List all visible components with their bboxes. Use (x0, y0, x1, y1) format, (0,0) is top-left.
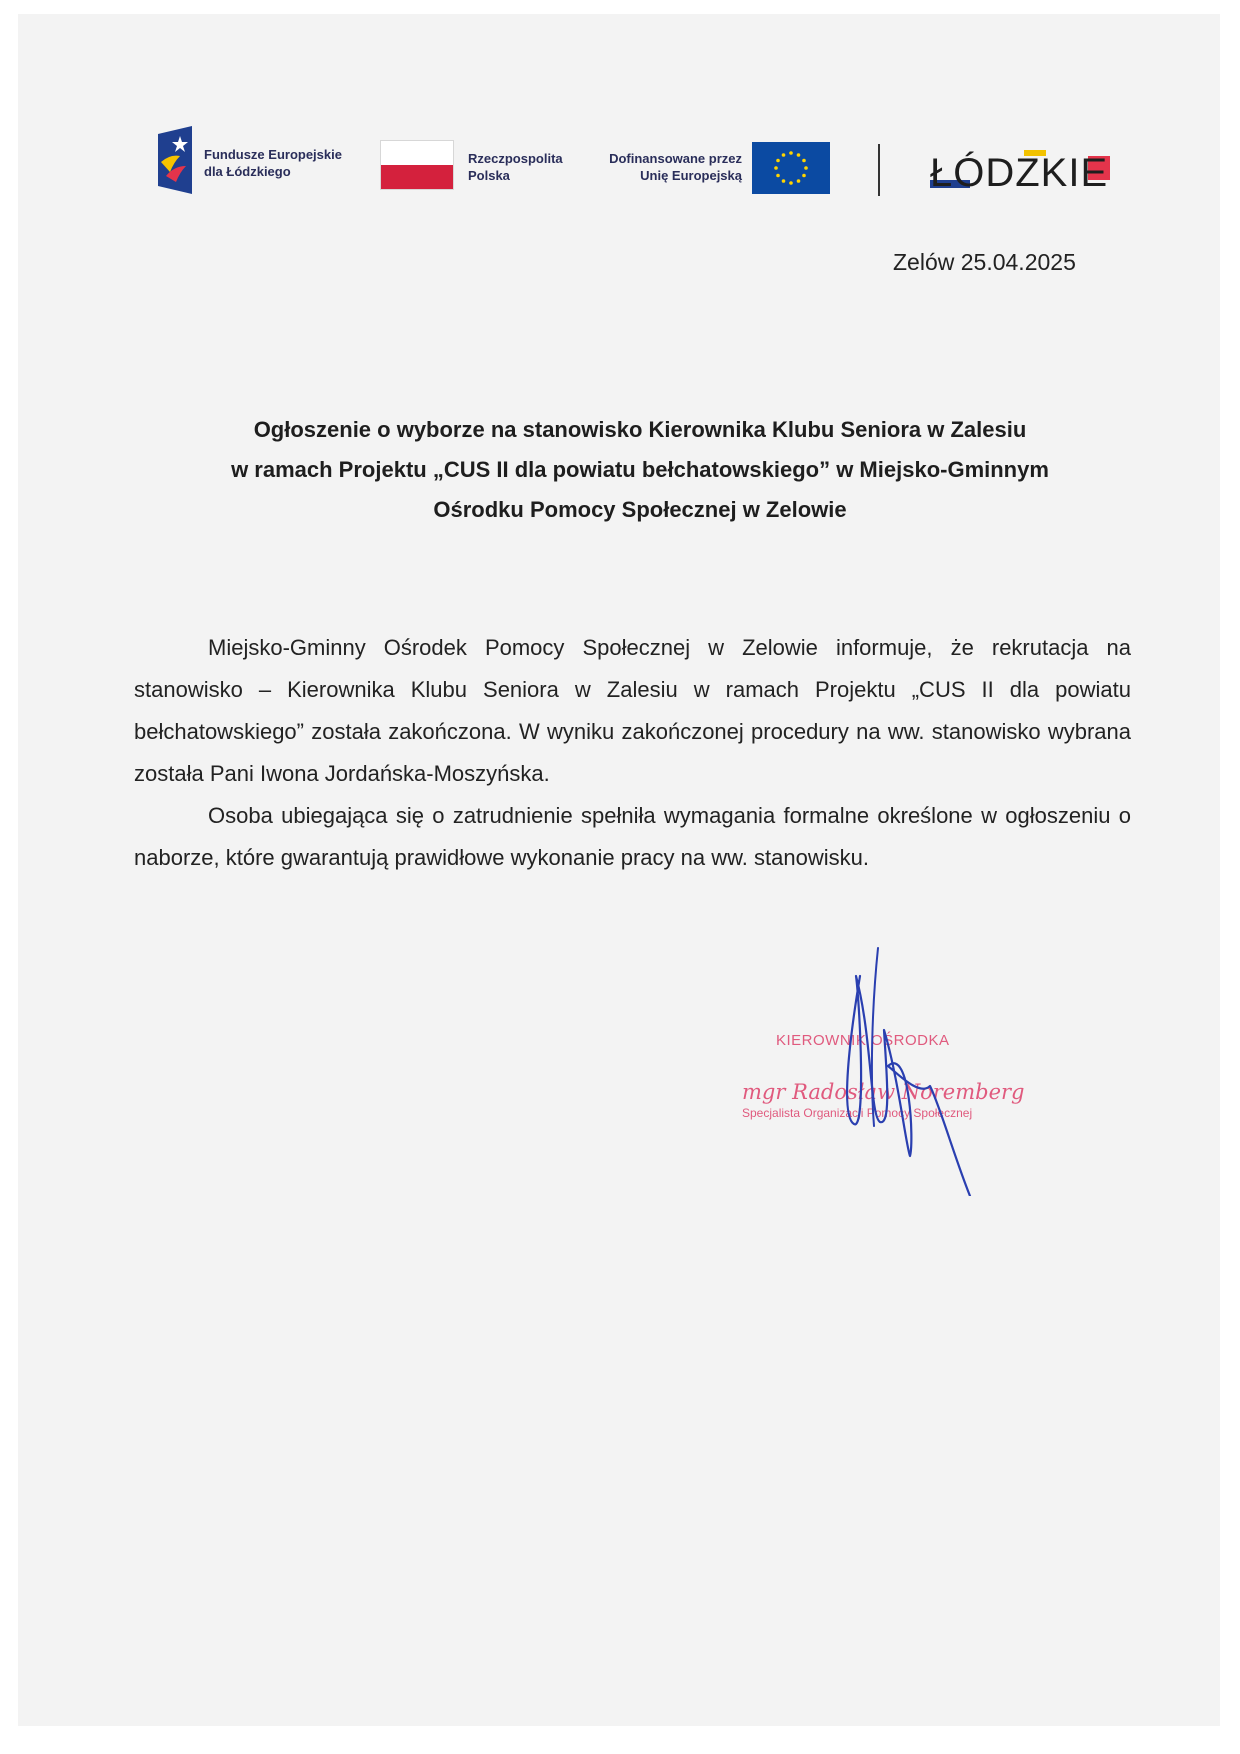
rzeczpospolita-polska-text: Rzeczpospolita Polska (468, 151, 563, 183)
eu-star-icon (797, 179, 801, 183)
eu-star-icon (802, 174, 806, 178)
fundusze-europejskie-text: Fundusze Europejskie dla Łódzkiego (204, 147, 342, 179)
document-body (134, 627, 1131, 879)
eu-star-icon (802, 159, 806, 163)
eu-star-icon (797, 153, 801, 157)
eu-star-icon (782, 179, 786, 183)
body-paragraph: Miejsko-Gminny Ośrodek Pomocy Społecznej w Zelowie informuje, że rekrutacja na stanowisko – Kierownika Klubu Seniora w Zalesiu w ramach Projektu „CUS II dla powiatu bełchatowskiego” została zakończona. W wyniku zakończonej procedury na ww. stanowisko wybrana została Pani Iwona Jordańska-Moszyńska. (134, 635, 1131, 786)
eu-star-icon (789, 181, 793, 185)
eu-star-icon (789, 151, 793, 155)
lodzkie-logo-text: ŁÓDZKIE (930, 151, 1109, 195)
eu-cofinancing-text: Dofinansowane przez Unię Europejską (609, 151, 742, 183)
stamp-title: KIEROWNIK OŚRODKA (776, 1032, 950, 1049)
title-line: Ogłoszenie o wyborze na stanowisko Kierownika Klubu Seniora w Zalesiu (253, 417, 1027, 442)
fundusze-europejskie-logo (156, 126, 194, 194)
lodzkie-logo (928, 144, 1128, 200)
title-line: w ramach Projektu „CUS II dla powiatu bełchatowskiego” w Miejsko-Gminnym (231, 457, 1049, 482)
eu-flag-logo (752, 142, 830, 194)
eu-star-icon (776, 174, 780, 178)
document-title (60, 410, 1220, 530)
poland-flag-logo (380, 140, 454, 190)
eu-star-icon (774, 166, 778, 170)
stamp-subtitle: Specjalista Organizacji Pomocy Społecznej (742, 1106, 973, 1120)
eu-star-icon (804, 166, 808, 170)
eu-star-icon (776, 159, 780, 163)
body-paragraph: Osoba ubiegająca się o zatrudnienie spełniła wymagania formalne określone w ogłoszeniu o naborze, które gwarantują prawidłowe wykonanie pracy na ww. stanowisku. (134, 803, 1131, 870)
header-divider (878, 144, 880, 196)
title-line: Ośrodku Pomocy Społecznej w Zelowie (433, 497, 847, 522)
document-date: Zelów 25.04.2025 (893, 249, 1076, 275)
eu-star-icon (782, 153, 786, 157)
handwritten-signature (810, 946, 980, 1196)
stamp-name: mgr Radosław Noremberg (742, 1080, 1025, 1104)
